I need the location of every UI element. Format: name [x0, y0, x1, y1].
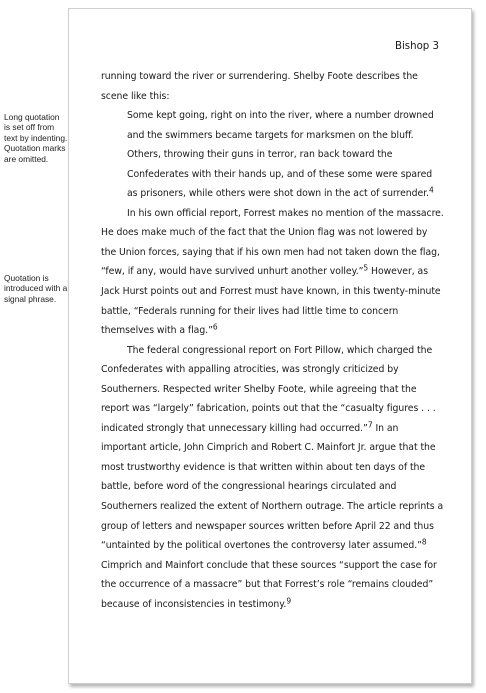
annotation-line: signal phrase.	[4, 293, 57, 304]
note-number: 8	[421, 537, 427, 547]
paragraph-text: Cimprich and Mainfort conclude that these sources “support the case for the occurrence of a massacre” but that Forrest’s role “remains clouded” because of inconsistencies in testimony.	[101, 559, 437, 610]
note-number: 6	[212, 322, 218, 332]
running-head: Bishop 3	[394, 41, 439, 52]
paragraph-forrest-report	[101, 204, 445, 341]
paragraph-congressional-report	[101, 341, 445, 615]
paragraph-text: In an important article, John Cimprich and Robert C. Mainfort Jr. argue that the most trustworthy evidence is that written within about ten days of the battle, before word of the congressional hearings circulated and Southerners realized the extent of Northern outrage. The article reprints a group of letters and newspaper sources written before April 22 and thus “untainted by the political overtones the controversy later assumed.”	[101, 422, 444, 552]
note-number: 9	[286, 596, 292, 606]
annotation-line: Quotation marks	[4, 143, 66, 154]
block-quotation	[127, 106, 445, 204]
note-number: 7	[367, 420, 373, 430]
paragraph-text: In his own official report, Forrest makes no mention of the massacre. He does make much of the fact that the Union flag was not lowered by the Union forces, saying that if his own men had not taken down the flag, “few, if any, would have survived unhurt another volley.”	[101, 207, 444, 278]
annotation-line: text by indenting.	[4, 132, 68, 143]
paragraph-text: However, as Jack Hurst points out and Forrest must have known, in this twenty-minute battle, “Federals running for their lives had little time to concern themselves with a flag.”	[101, 266, 441, 337]
note-number: 4	[428, 185, 434, 195]
annotation-line: are omitted.	[4, 153, 49, 164]
paragraph-text: The federal congressional report on Fort Pillow, which charged the Confederates with appalling atrocities, was strongly criticized by Southerners. Respected writer Shelby Foote, while agreeing that the report was “largely” fabrication, points out that the “casualty figures . . . indicated strongly that unnecessary killing had occurred.”	[101, 344, 436, 434]
annotation-line: introduced with a	[4, 283, 68, 294]
manuscript-page	[68, 8, 472, 684]
annotation-line: Quotation is	[4, 273, 49, 283]
note-number: 5	[363, 263, 369, 273]
paragraph-continuation: running toward the river or surrendering. Shelby Foote describes the scene like this:	[101, 71, 418, 102]
block-quotation-text: Some kept going, right on into the river, where a number drowned and the swimmers became targets for marksmen on the bluff. Others, throwing their guns in terror, ran back toward the Confederates with their hands up, and of these some were spared as prisoners, while others were shot down in the act of surrender.	[127, 110, 434, 200]
body-text	[101, 67, 445, 614]
annotation-line: is set off from	[4, 122, 55, 133]
annotation-line: Long quotation	[4, 112, 60, 122]
